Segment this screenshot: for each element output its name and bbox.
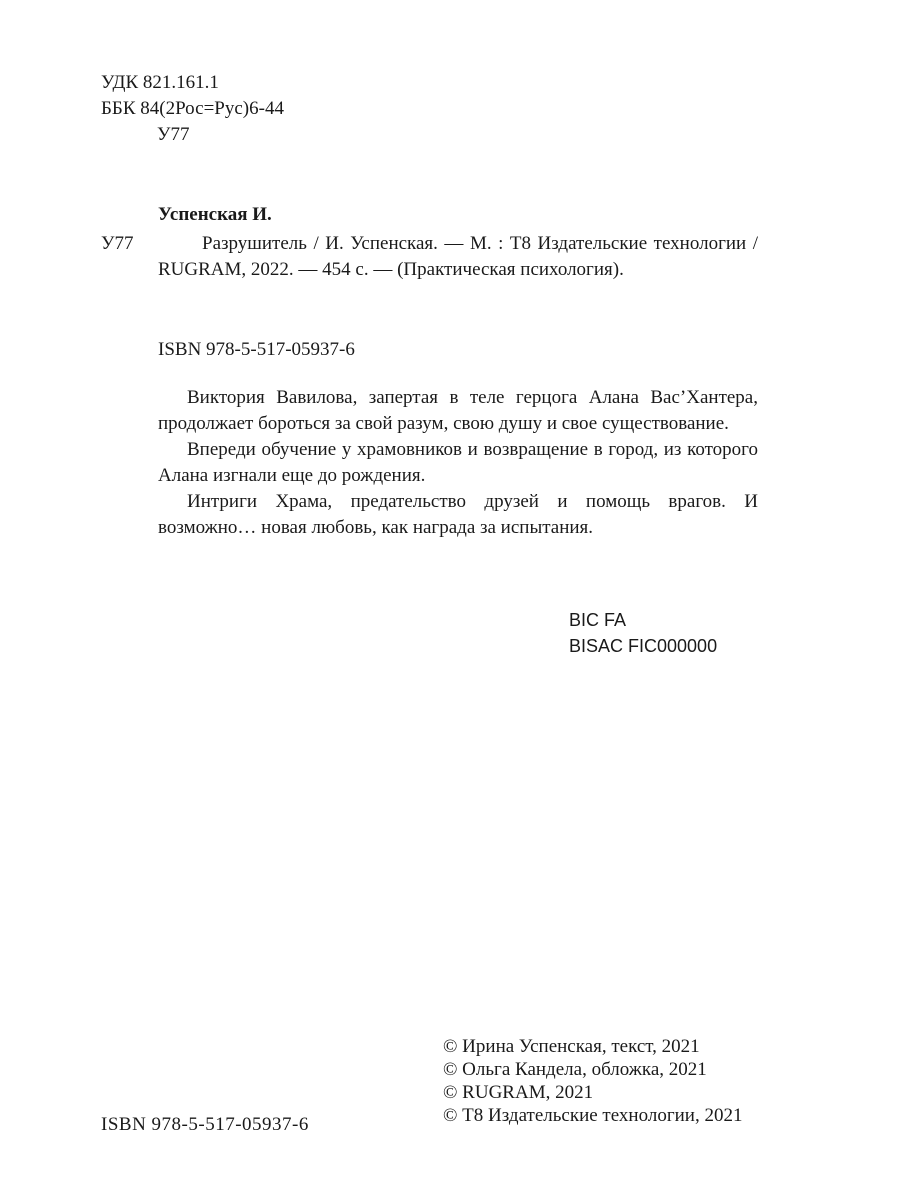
copyright-line: © Ирина Успенская, текст, 2021 xyxy=(443,1036,700,1057)
classification-block xyxy=(101,70,284,148)
annotation-paragraph: Впереди обучение у храмовников и возвращение в город, из которого Алана изгнали еще до рождения. xyxy=(158,439,758,486)
author-name: Успенская И. xyxy=(158,204,272,225)
author-sign: У77 xyxy=(157,124,190,145)
bbk-code: ББК 84(2Рос=Рус)6-44 xyxy=(101,98,284,119)
annotation xyxy=(158,385,758,541)
annotation-paragraph: Интриги Храма, предательство друзей и помощь врагов. И возможно… новая любовь, как награда за испытания. xyxy=(158,491,758,538)
udk-code: УДК 821.161.1 xyxy=(101,72,219,93)
bic-code: BIC FA xyxy=(569,610,627,630)
bibliographic-description: Разрушитель / И. Успенская. — М. : Т8 Издательские технологии / RUGRAM, 2022. — 454 с. — (Практическая психология). xyxy=(158,233,758,280)
bisac-code: BISAC FIC000000 xyxy=(569,636,718,656)
isbn-main: ISBN 978-5-517-05937-6 xyxy=(158,339,355,360)
copyright-line: © Т8 Издательские технологии, 2021 xyxy=(443,1105,743,1126)
subject-codes xyxy=(569,607,717,659)
card-author-sign: У77 xyxy=(101,233,134,254)
isbn-footer: ISBN 978-5-517-05937-6 xyxy=(101,1114,309,1135)
copyright-line: © Ольга Кандела, обложка, 2021 xyxy=(443,1059,707,1080)
annotation-paragraph: Виктория Вавилова, запертая в теле герцога Алана Вас’Хантера, продолжает бороться за свой разум, свою душу и свое существование. xyxy=(158,387,758,434)
copyright-block xyxy=(443,1035,742,1127)
copyright-line: © RUGRAM, 2021 xyxy=(443,1082,594,1103)
